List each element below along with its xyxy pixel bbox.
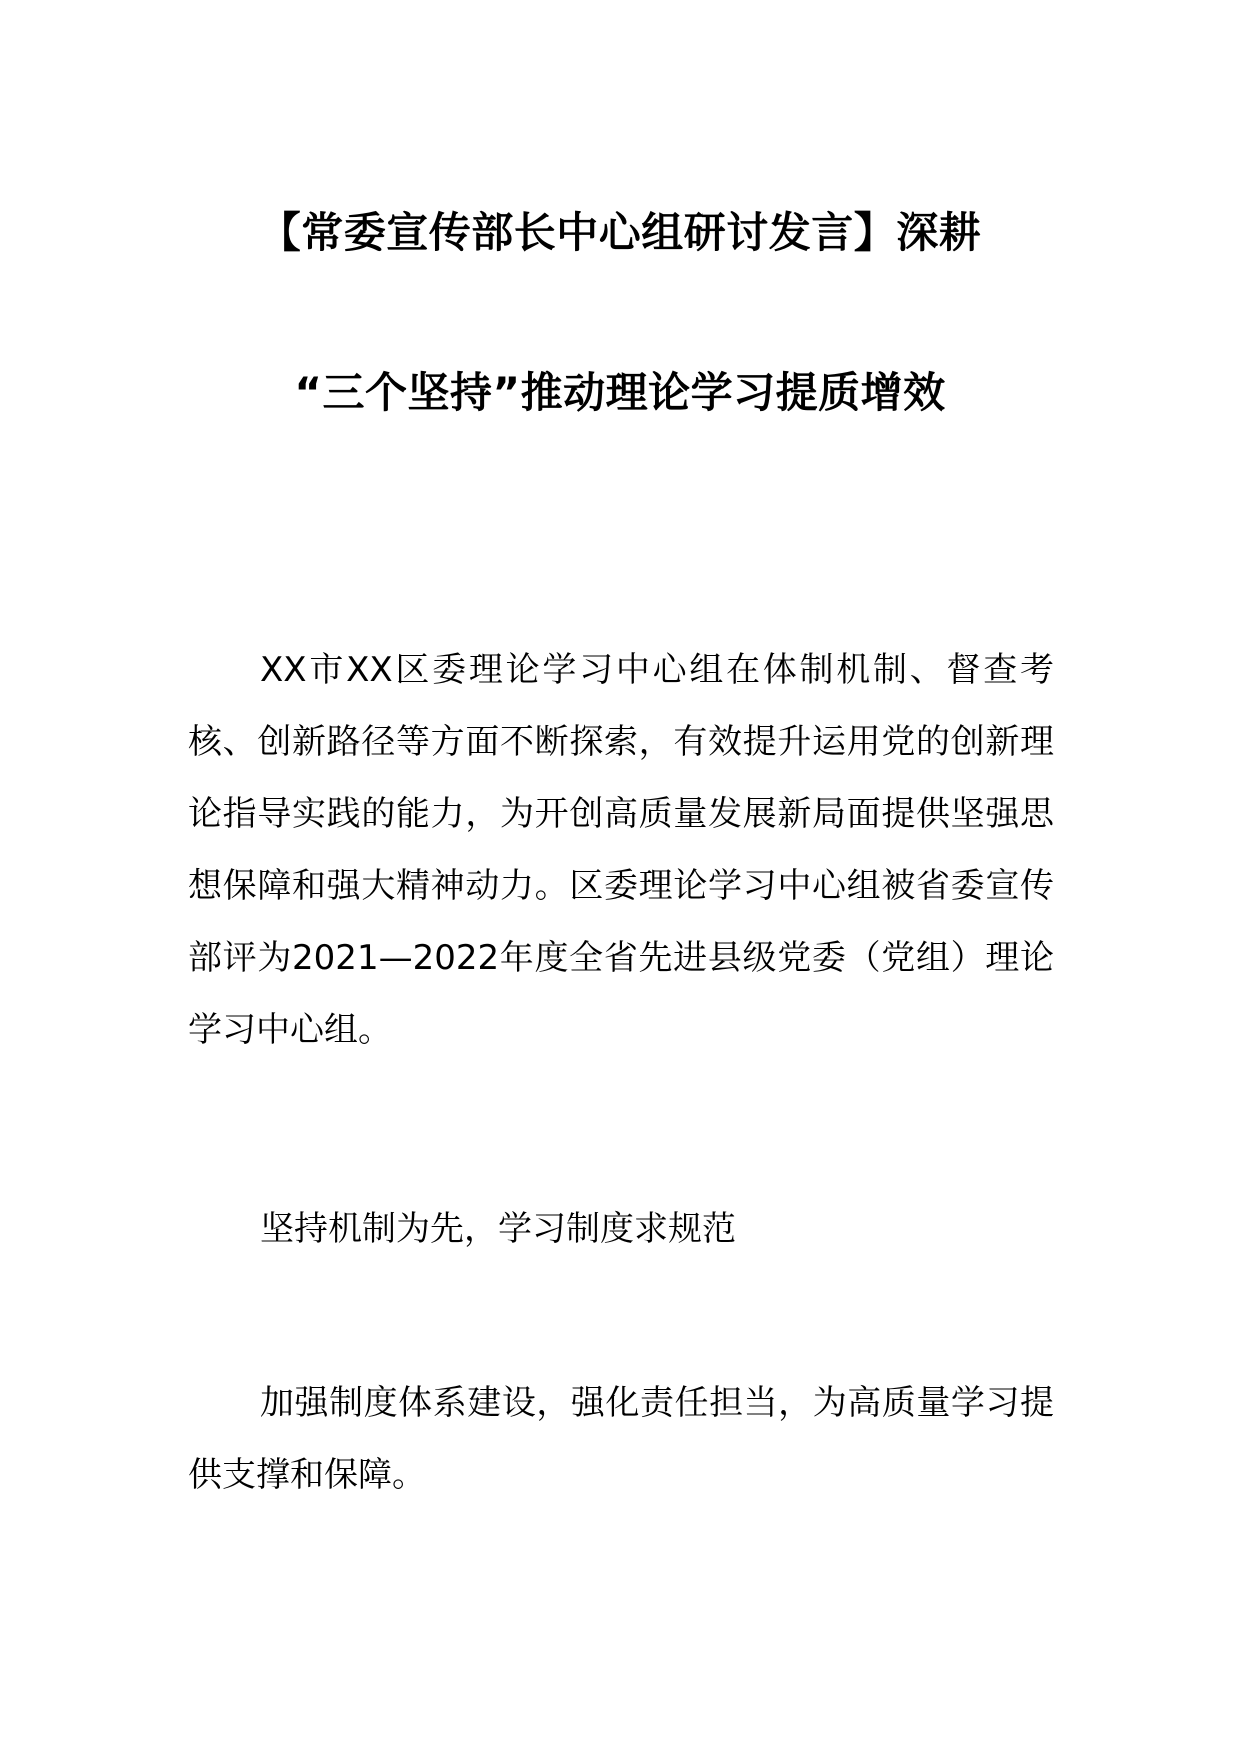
- body-paragraph: 加强制度体系建设，强化责任担当，为高质量学习提供支撑和保障。: [188, 1383, 1054, 1495]
- document-title-line-1: 【常委宣传部长中心组研讨发言】深耕: [258, 208, 982, 257]
- intro-paragraph: XX市XX区委理论学习中心组在体制机制、督查考核、创新路径等方面不断探索，有效提升运用党的创新理论指导实践的能力，为开创高质量发展新局面提供坚强思想保障和强大精神动力。区委理论学习中心组被省委宣传部评为2021—2022年度全省先进县级党委（党组）理论学习中心组。: [188, 650, 1054, 1050]
- document-title-line-2: “三个坚持”推动理论学习提质增效: [294, 368, 946, 417]
- section-heading-paragraph: 坚持机制为先，学习制度求规范: [260, 1209, 736, 1249]
